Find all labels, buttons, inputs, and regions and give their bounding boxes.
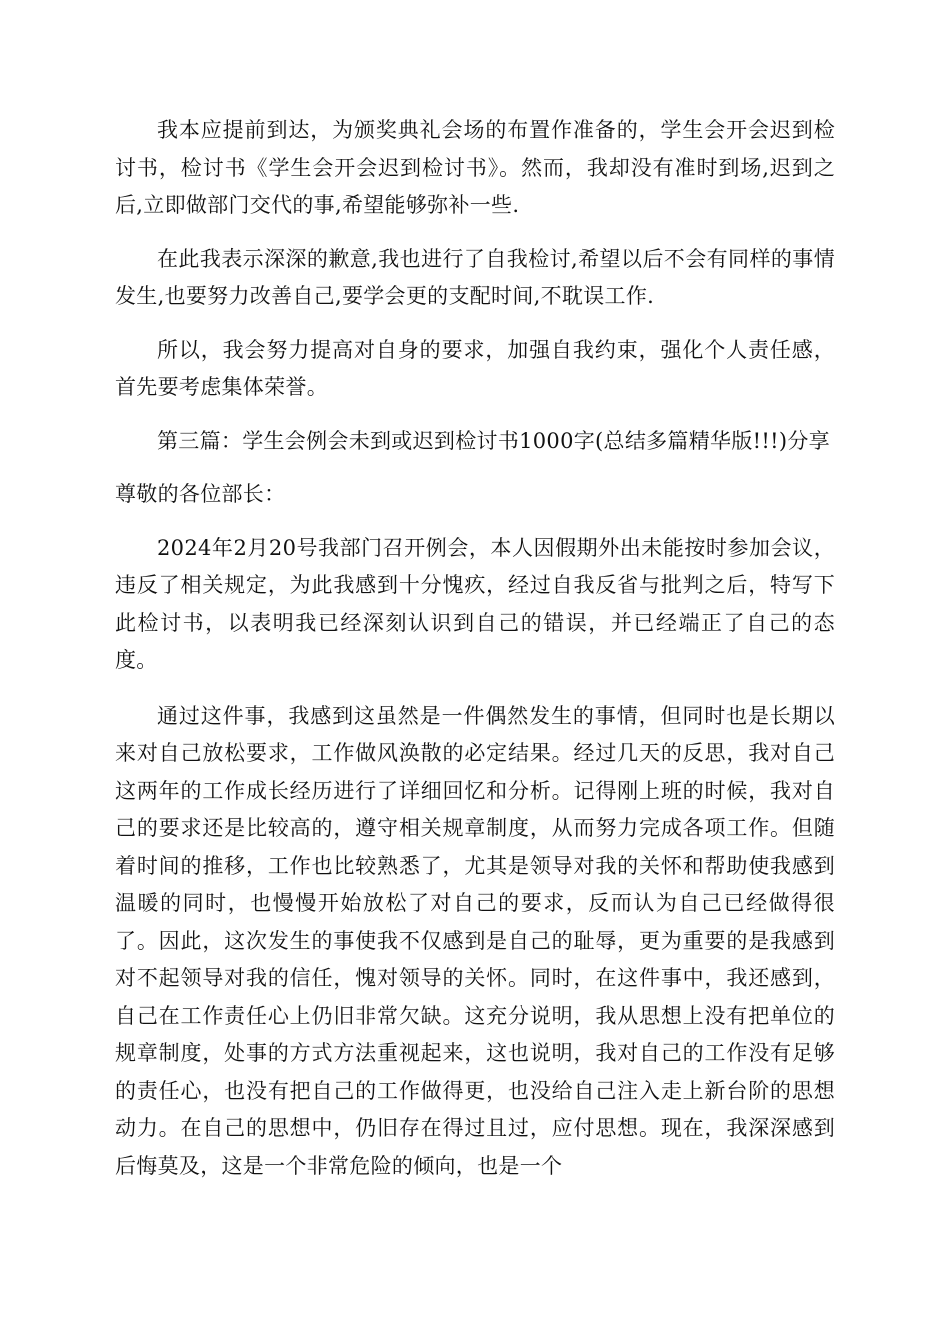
section-heading: 第三篇：学生会例会未到或迟到检讨书1000字(总结多篇精华版!!!)分享 xyxy=(157,428,830,453)
document-body xyxy=(115,112,835,1201)
salutation: 尊敬的各位部长： xyxy=(115,482,286,506)
paragraph-apology: 在此我表示深深的歉意,我也进行了自我检讨,希望以后不会有同样的事情发生,也要努力改善自己,要学会更的支配时间,不耽误工作. xyxy=(115,246,835,308)
paragraph-meeting-absence: 2024年2月20号我部门召开例会，本人因假期外出未能按时参加会议，违反了相关规定，为此我感到十分愧疚，经过自我反省与批判之后，特写下此检讨书，以表明我已经深刻认识到自己的错误，并已经端正了自己的态度。 xyxy=(115,535,835,672)
paragraph-reflection: 通过这件事，我感到这虽然是一件偶然发生的事情，但同时也是长期以来对自己放松要求，工作做风涣散的必定结果。经过几天的反思，我对自己这两年的工作成长经历进行了详细回忆和分析。记得刚上班的时候，我对自己的要求还是比较高的，遵守相关规章制度，从而努力完成各项工作。但随着时间的推移，工作也比较熟悉了，尤其是领导对我的关怀和帮助使我感到温暖的同时，也慢慢开始放松了对自己的要求，反而认为自己已经做得很了。因此，这次发生的事使我不仅感到是自己的耻辱，更为重要的是我感到对不起领导对我的信任，愧对领导的关怀。同时，在这件事中，我还感到，自己在工作责任心上仍旧非常欠缺。这充分说明，我从思想上没有把单位的规章制度，处事的方式方法重视起来，这也说明，我对自己的工作没有足够的责任心，也没有把自己的工作做得更，也没给自己注入走上新台阶的思想动力。在自己的思想中，仍旧存在得过且过，应付思想。现在，我深深感到后悔莫及，这是一个非常危险的倾向，也是一个 xyxy=(115,703,835,1178)
paragraph-commitment: 所以，我会努力提高对自身的要求，加强自我约束，强化个人责任感，首先要考虑集体荣誉。 xyxy=(115,337,835,399)
paragraph-late-arrival: 我本应提前到达，为颁奖典礼会场的布置作准备的，学生会开会迟到检讨书，检讨书《学生会开会迟到检讨书》。然而，我却没有准时到场,迟到之后,立即做部门交代的事,希望能够弥补一些. xyxy=(115,118,835,217)
